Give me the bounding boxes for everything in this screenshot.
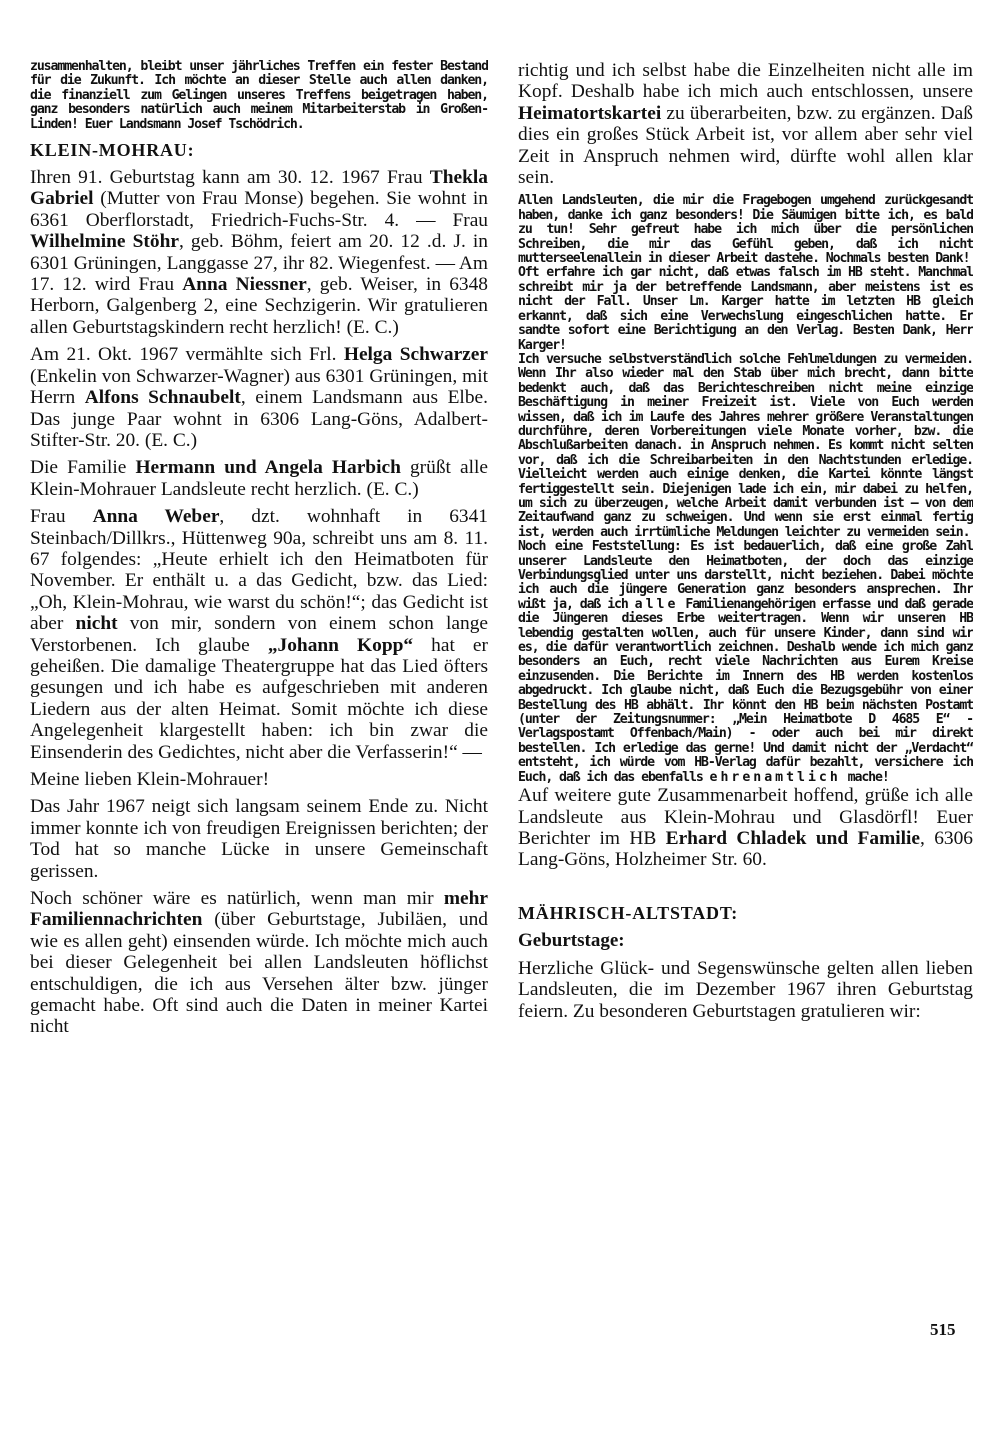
- year-end-paragraph: Das Jahr 1967 neigt sich langsam seinem Ende zu. Nicht immer konnte ich von freudigen Ereignissen berichten; der Tod hat so manche Lücke in unsere Gemeinschaft gerissen.: [30, 796, 488, 882]
- page-number: 515: [930, 1320, 956, 1339]
- section-heading-klein-mohrau: KLEIN-MOHRAU:: [30, 140, 195, 161]
- section-heading-maehrisch-altstadt: MÄHRISCH-ALTSTADT:: [518, 902, 739, 923]
- spacer: [518, 877, 973, 895]
- congratulations-paragraph: Herzliche Glück- und Segenswünsche gelten allen lieben Landsleuten, die im Dezember 1967 ihren Geburtstag feiern. Zu besonderen Geburtstagen gratulieren wir:: [518, 957, 973, 1022]
- left-column: [30, 60, 488, 1044]
- closing-paragraph: Auf weitere gute Zusammenarbeit hoffend, grüße ich alle Landsleute aus Klein-Mohrau und Glasdörfl! Euer Berichter im HB Erhard Chladek und Familie, 6306 Lang-Göns, Holzheimer Str. 60.: [518, 785, 973, 871]
- kartei-paragraph: richtig und ich selbst habe die Einzelheiten nicht alle im Kopf. Deshalb habe ich mich auch entschlossen, unsere Heimatortskartei zu überarbeiten, bzw. zu ergänzen. Daß dies ein großes Stück Arbeit ist, vor allem aber sehr viel Zeit in Anspruch nehmen wird, dürfte wohl allen klar sein.: [518, 60, 973, 189]
- letter-paragraph: Frau Anna Weber, dzt. wohnhaft in 6341 Steinbach/Dillkrs., Hüttenweg 90a, schreibt uns am 8. 11. 67 folgendes: „Heute erhielt ich den Heimatboten für November. Er enthält u. a das Gedicht, bzw. das Lied: „Oh, Klein-Mohrau, wie warst du schön!“; das Gedicht ist aber nicht von mir, sondern von einem schon lange Verstorbenen. Ich glaube „Johann Kopp“ hat er geheißen. Die damalige Theatergruppe hat das Lied öfters gesungen und ich habe es aufgeschrieben mit anderen Liedern aus der alten Heimat. Somit möchte ich diese Angelegenheit klargestellt haben: ich bin zwar die Einsenderin des Gedichtes, nicht aber die Verfasserin!“ —: [30, 506, 488, 763]
- right-column: [518, 60, 973, 1028]
- subheading-geburtstage: Geburtstage:: [518, 929, 625, 951]
- intro-paragraph: zusammenhalten, bleibt unser jährliches Treffen ein fester Bestand für die Zukunft. Ich möchte an dieser Stelle auch allen danken, die finanziell zum Gelingen unseres Treffens beigetragen haben, ganz besonders natürlich auch meinem Mitarbeiterstab in Großen-Linden! Euer Landsmann Josef Tschödrich.: [30, 60, 488, 132]
- request-paragraph: Noch schöner wäre es natürlich, wenn man mir mehr Familiennachrichten (über Geburtstage, Jubiläen, und wie es allen geht) einsenden würde. Ich möchte mich auch bei dieser Gelegenheit bei allen Landsleuten höflichst entschuldigen, die ich aus Versehen älter bzw. jünger gemacht habe. Oft sind auch die Daten in meiner Kartei nicht: [30, 888, 488, 1038]
- wedding-paragraph: Am 21. Okt. 1967 vermählte sich Frl. Helga Schwarzer (Enkelin von Schwarzer-Wagner) aus 6301 Grüningen, mit Herrn Alfons Schnaubelt, einem Landsmann aus Elbe. Das junge Paar wohnt in 6306 Lang-Göns, Adalbert-Stifter-Str. 20. (E. C.): [30, 344, 488, 451]
- errors-paragraph: Oft erfahre ich gar nicht, daß etwas falsch im HB steht. Manchmal schreibt mir ja der betreffende Landsmann, aber meistens ist es nicht der Fall. Unser Lm. Karger hatte im letzten HB gleich erkannt, daß sich eine Verwechslung eingeschlichen hatte. Er sandte sofort eine Berichtigung an den Verlag. Besten Dank, Herr Karger!: [518, 265, 973, 353]
- birthday-paragraph: Ihren 91. Geburtstag kann am 30. 12. 1967 Frau Thekla Gabriel (Mutter von Frau Monse) begehen. Sie wohnt in 6361 Oberflorstadt, Friedrich-Fuchs-Str. 4. — Frau Wilhelmine Stöhr, geb. Böhm, feiert am 20. 12 .d. J. in 6301 Grüningen, Langgasse 27, ihr 82. Wiegenfest. — Am 17. 12. wird Frau Anna Niessner, geb. Weiser, in 6348 Herborn, Galgenberg 2, eine Sechzigerin. Wir gratulieren allen Geburtstagskindern recht herzlich! (E. C.): [30, 167, 488, 338]
- subscription-paragraph: Noch eine Feststellung: Es ist bedauerlich, daß eine große Zahl unserer Landsleute den Heimatboten, der doch das einzige Verbindungsglied unter uns darstellt, nicht beziehen. Dabei möchte ich auch die jüngere Generation ganz besonders ansprechen. Ihr wißt ja, daß ich alle Familienangehörigen erfasse und daß gerade die Jüngeren dieses Erbe weitertragen. Wenn wir unseren HB lebendig gestalten wollen, auch für unsere Kinder, dann sind wir es, die dafür verantwortlich zeichnen. Deshalb wende ich mich ganz besonders an Euch, recht viele Nachrichten aus Eurem Kreise einzusenden. Die Berichte im Innern des HB werden kostenlos abgedruckt. Ich glaube nicht, daß Euch die Bezugsgebühr von einer Bestellung des HB abhält. Ihr könnt den HB beim nächsten Postamt (unter der Zeitungsnummer: „Mein Heimatbote D 4685 E“ - Verlagspostamt Offenbach/Main) - oder auch bei mir direkt bestellen. Ich erledige das gerne! Und damit nicht der „Verdacht“ entsteht, ich würde vom HB-Verlag dafür bezahlt, versichere ich Euch, daß ich das ebenfalls ehrenamtlich mache!: [518, 539, 973, 785]
- greeting-paragraph: Die Familie Hermann und Angela Harbich grüßt alle Klein-Mohrauer Landsleute recht herzlich. (E. C.): [30, 457, 488, 500]
- thanks-paragraph: Allen Landsleuten, die mir die Fragebogen umgehend zurückgesandt haben, danke ich ganz besonders! Die Säumigen bitte ich, es bald zu tun! Sehr gefreut habe ich mich über die persönlichen Schreiben, die mir das Gefühl geben, daß ich nicht mutterseelenallein in dieser Arbeit dastehe. Nochmals besten Dank!: [518, 193, 973, 267]
- apology-paragraph: Ich versuche selbstverständlich solche Fehlmeldungen zu vermeiden. Wenn Ihr also wieder mal den Stab über mich brecht, dann bitte bedenkt auch, daß das Berichteschreiben nicht meine einzige Beschäftigung in meiner Freizeit ist. Viele von Euch werden wissen, daß ich im Laufe des Jahres mehrer größere Veranstaltungen durchführe, deren Vorbereitungen viele Monate vorher, bzw. die Abschlußarbeiten danach. in Anspruch nehmen. Es kommt nicht selten vor, daß ich die Schreibarbeiten in den Nachtstunden erledige. Vielleicht werden auch einige denken, die Kartei könnte längst fertiggestellt sein. Diejenigen lade ich ein, mir dabei zu helfen, um sich zu überzeugen, welche Arbeit damit verbunden ist — von dem Zeitaufwand ganz zu schweigen. Und wenn sie erst einmal fertig ist, werden auch irrtümliche Meldungen leichter zu vermeiden sein.: [518, 351, 973, 540]
- salutation: Meine lieben Klein-Mohrauer!: [30, 769, 270, 790]
